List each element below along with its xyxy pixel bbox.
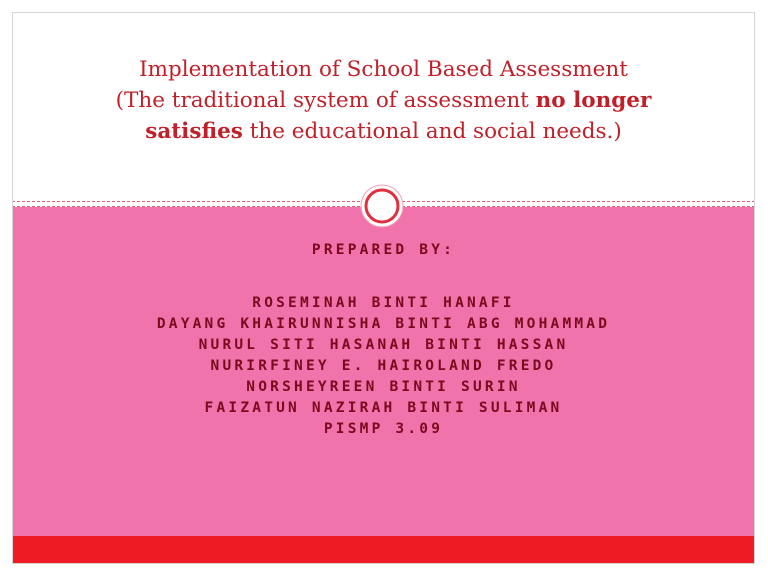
title-line-3-text: the educational and social needs.) [242, 119, 622, 144]
author-name: DAYANG KHAIRUNNISHA BINTI ABG MOHAMMAD [156, 316, 611, 332]
footer-bar [12, 536, 755, 564]
author-name: FAIZATUN NAZIRAH BINTI SULIMAN [204, 400, 563, 416]
author-name: NURUL SITI HASANAH BINTI HASSAN [198, 337, 569, 353]
author-name: NORSHEYREEN BINTI SURIN [246, 379, 521, 395]
credits-block [12, 240, 755, 440]
circle-ornament-icon [360, 184, 404, 228]
title-line-3 [52, 116, 715, 147]
author-name: NURIRFINEY E. HAIROLAND FREDO [210, 358, 557, 374]
title-line-2 [52, 85, 715, 116]
ornament-ring [366, 190, 398, 222]
title-line-2-text: (The traditional system of assessment [115, 88, 536, 113]
title-section [12, 12, 755, 202]
title-emphasis-no-longer: no longer [535, 88, 652, 113]
prepared-by-heading: PREPARED BY: [311, 242, 456, 258]
author-name: ROSEMINAH BINTI HANAFI [252, 295, 515, 311]
slide-title [52, 54, 715, 147]
title-line-1: Implementation of School Based Assessment [139, 57, 628, 82]
class-code: PISMP 3.09 [323, 421, 444, 437]
title-emphasis-satisfies: satisfies [145, 119, 243, 144]
